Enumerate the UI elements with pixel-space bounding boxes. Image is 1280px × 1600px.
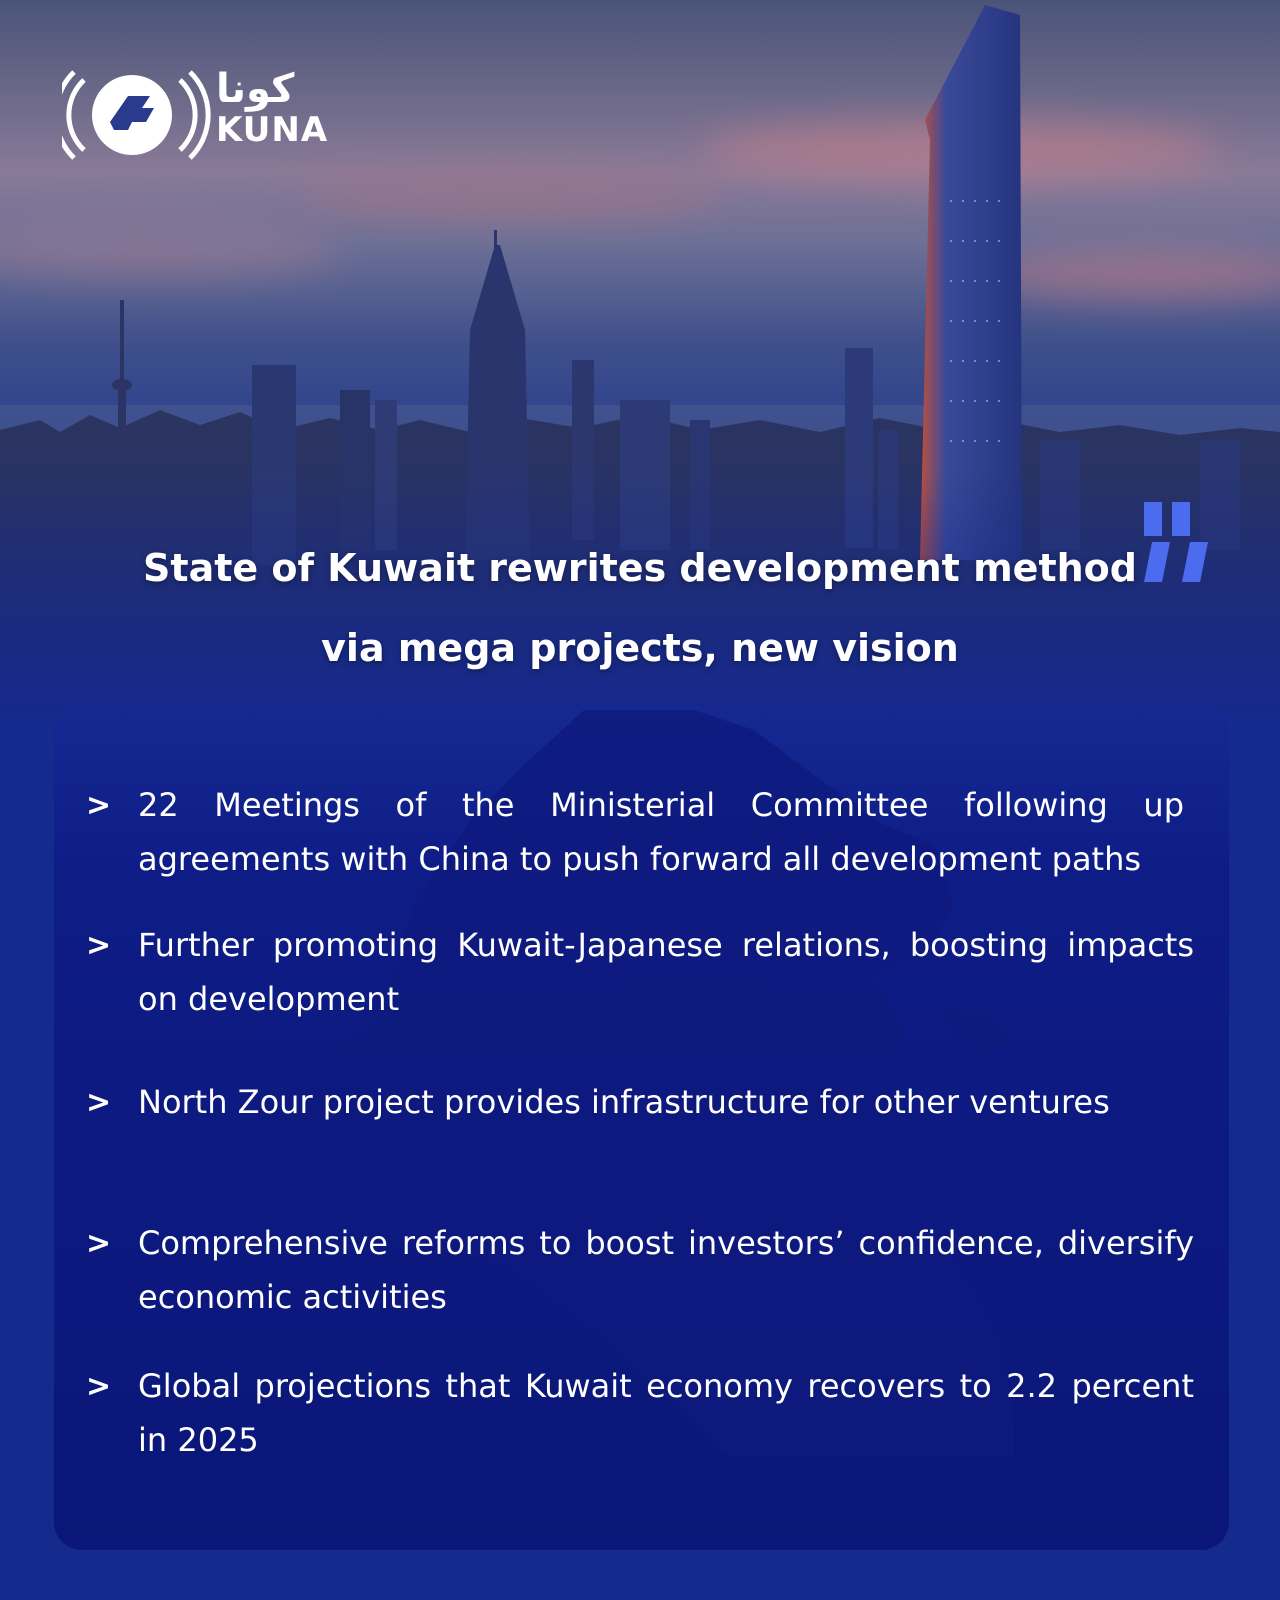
bullet-item	[86, 918, 1194, 1026]
logo-latin-wordmark: KUNA	[216, 110, 329, 150]
bullet-item	[86, 1359, 1194, 1467]
quote-mark-icon	[1140, 500, 1230, 590]
bullet-arrow-icon: >	[86, 1085, 112, 1120]
bullet-item	[86, 1075, 1194, 1129]
bullet-item	[86, 1216, 1194, 1324]
bullet-text: 22 Meetings of the Ministerial Committee following up agreements with China to push forward all development paths	[138, 786, 1184, 878]
bullet-text: Further promoting Kuwait-Japanese relations, boosting impacts on development	[138, 926, 1194, 1018]
headline-line-1: State of Kuwait rewrites development method	[143, 546, 1137, 590]
bullet-text: North Zour project provides infrastructure for other ventures	[138, 1083, 1110, 1121]
bullet-arrow-icon: >	[86, 1369, 112, 1404]
logo-arabic-wordmark: كونا	[216, 66, 295, 112]
bullet-arrow-icon: >	[86, 1226, 112, 1261]
kuna-logo	[62, 60, 342, 170]
headline	[100, 528, 1180, 688]
headline-line-2: via mega projects, new vision	[321, 626, 959, 670]
bullet-text: Comprehensive reforms to boost investors’ confidence, diversify economic activities	[138, 1224, 1194, 1316]
bullet-arrow-icon: >	[86, 928, 112, 963]
bullet-item	[86, 778, 1184, 886]
kuna-emblem-icon	[62, 60, 212, 170]
bullet-arrow-icon: >	[86, 788, 112, 823]
bullet-text: Global projections that Kuwait economy recovers to 2.2 percent in 2025	[138, 1367, 1194, 1459]
